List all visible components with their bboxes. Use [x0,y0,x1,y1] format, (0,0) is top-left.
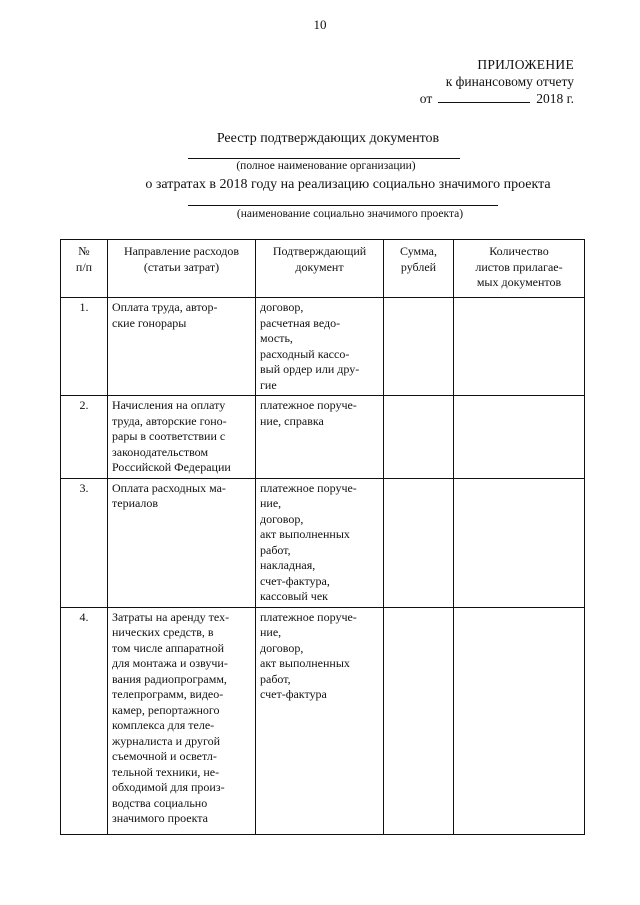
header-amount: Сумма, рублей [384,240,454,298]
appendix-date [420,90,574,107]
row-number: 2. [61,396,108,479]
row-direction: Начисления на оплату труда, авторские гоно- рары в соответствии с законодательством Российской Федерации [108,396,256,479]
header-direction: Направление расходов (статьи затрат) [108,240,256,298]
appendix-subtitle: к финансовому отчету [445,74,574,89]
row-direction: Затраты на аренду тех- нических средств, в том числе аппаратной для монтажа и озвучи- вания радиопрограмм, телепрограмм, видео- камер, репортажного комплекса для теле- журналиста и другой съемочной и осветл- тельной техники, не- обходимой для произ- водства социально значимого проекта [108,607,256,834]
table-row [61,298,585,396]
page-number: 10 [313,17,327,32]
organization-hint: (полное наименование организации) [236,160,416,172]
table-header-row [61,240,585,298]
table-row [61,607,585,834]
row-direction: Оплата труда, автор- ские гонорары [108,298,256,396]
row-amount [384,396,454,479]
table-row [61,396,585,479]
date-prefix: от [419,91,433,106]
row-sheets [454,298,585,396]
row-amount [384,298,454,396]
date-blank-line [438,91,530,103]
row-document: платежное поруче- ние, справка [256,396,384,479]
row-sheets [454,607,585,834]
registry-title: Реестр подтверждающих документов [216,131,440,146]
row-direction: Оплата расходных ма- териалов [108,478,256,607]
row-document: договор, расчетная ведо- мость, расходный кассо- вый ордер или дру- гие [256,298,384,396]
row-document: платежное поруче- ние, договор, акт выполненных работ, счет-фактура [256,607,384,834]
report-subtitle: о затратах в 2018 году на реализацию социально значимого проекта [145,177,551,192]
header-document: Подтверждающий документ [256,240,384,298]
header-sheets: Количество листов прилагае- мых документов [454,240,585,298]
header-number: № п/п [61,240,108,298]
table-row [61,478,585,607]
appendix-title: ПРИЛОЖЕНИЕ [477,57,574,72]
row-sheets [454,478,585,607]
appendix-block [420,56,574,107]
row-amount [384,478,454,607]
date-suffix: 2018 г. [536,91,574,106]
project-hint: (наименование социально значимого проекта) [236,208,464,220]
organization-blank-line [188,158,460,159]
project-blank-line [188,205,498,206]
row-number: 4. [61,607,108,834]
documents-table [60,239,585,835]
row-document: платежное поруче- ние, договор, акт выполненных работ, накладная, счет-фактура, кассовый чек [256,478,384,607]
row-sheets [454,396,585,479]
row-amount [384,607,454,834]
row-number: 3. [61,478,108,607]
row-number: 1. [61,298,108,396]
